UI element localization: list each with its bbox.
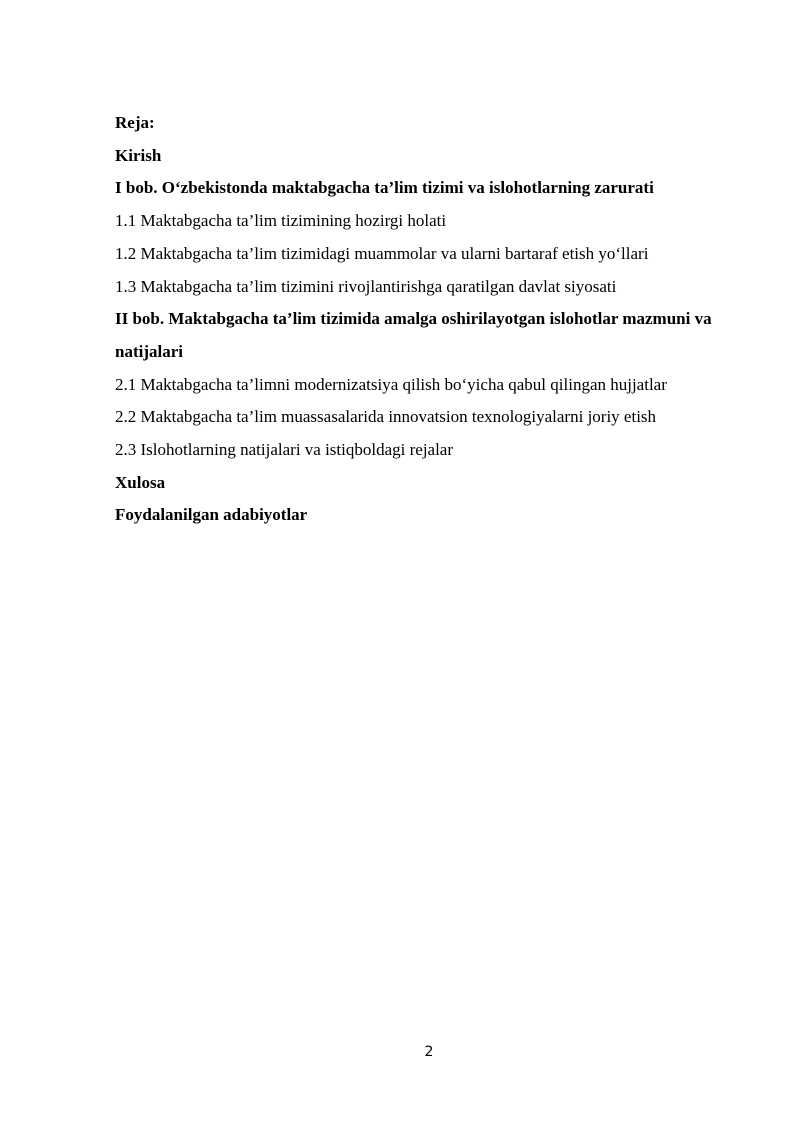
toc-item-section-2-3: 2.3 Islohotlarning natijalari va istiqboldagi rejalar: [115, 440, 454, 460]
toc-item-section-2-2: 2.2 Maktabgacha ta’lim muassasalarida innovatsion texnologiyalarni joriy etish: [115, 407, 657, 427]
page-number: 2: [424, 1044, 434, 1060]
toc-item-section-1-2: 1.2 Maktabgacha ta’lim tizimidagi muammolar va ularni bartaraf etish yo‘llari: [115, 243, 649, 263]
toc-heading: Reja:: [115, 113, 155, 132]
toc-item-chapter-2: II bob. Maktabgacha ta’lim tizimida amalga oshirilayotgan islohotlar mazmuni va natijalari: [115, 309, 712, 361]
table-of-contents: [115, 107, 755, 532]
toc-item-introduction: Kirish: [115, 145, 162, 165]
toc-item-section-2-1: 2.1 Maktabgacha ta’limni modernizatsiya qilish bo‘yicha qabul qilingan hujjatlar: [115, 374, 667, 394]
toc-item-conclusion: Xulosa: [115, 472, 166, 492]
toc-item-references: Foydalanilgan adabiyotlar: [115, 505, 308, 525]
toc-item-chapter-1: I bob. O‘zbekistonda maktabgacha ta’lim tizimi va islohotlarning zarurati: [115, 178, 654, 198]
toc-item-section-1-3: 1.3 Maktabgacha ta’lim tizimini rivojlantirishga qaratilgan davlat siyosati: [115, 276, 617, 296]
toc-item-section-1-1: 1.1 Maktabgacha ta’lim tizimining hozirgi holati: [115, 211, 447, 231]
